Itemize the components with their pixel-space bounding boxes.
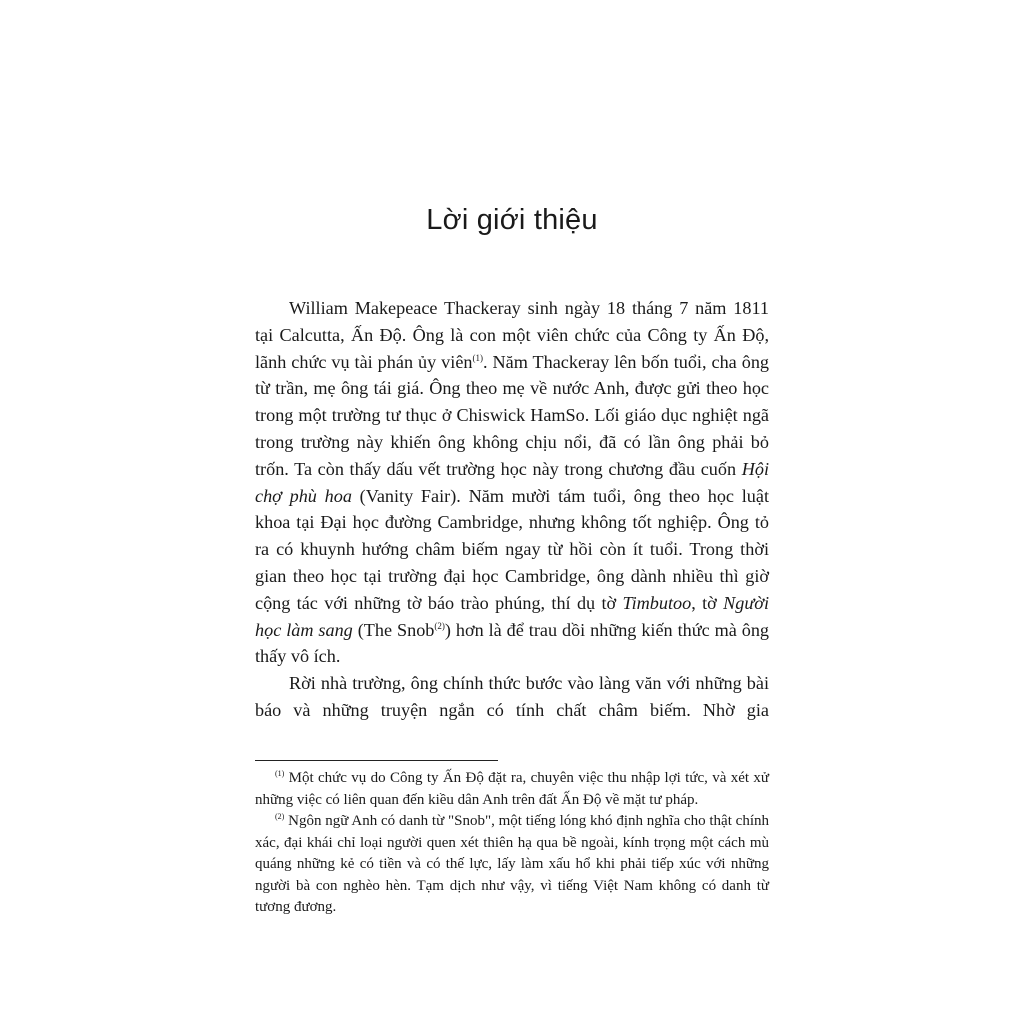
p1-text-6: ) hơn là để trau dồi những kiến thức mà ông thấy vô ích. bbox=[255, 619, 770, 667]
footnote-2 bbox=[255, 811, 769, 919]
p1-text-1: William Makepeace Thackeray sinh ngày 18 tháng 7 năm 1811 tại Calcutta, Ấn Độ. Ông là con một viên chức của Công ty Ấn Độ, lãnh chức vụ tài phán ủy viên bbox=[255, 298, 769, 372]
footnote-divider bbox=[255, 760, 498, 761]
paragraph-1 bbox=[255, 295, 769, 670]
p1-text-3: (Vanity Fair). Năm mười tám tuổi, ông theo học luật khoa tại Đại học đường Cambridge, nhưng không tốt nghiệp. Ông tỏ ra có khuynh hướng châm biếm ngay từ hồi còn ít tuổi. Trong thời gian theo học tại trường đại học Cambridge, ông dành nhiều thì giờ cộng tác với những tờ báo trào phúng, thí dụ tờ bbox=[255, 485, 770, 613]
p1-text-5: (The Snob bbox=[352, 619, 435, 640]
body-text bbox=[255, 295, 769, 724]
paragraph-2: Rời nhà trường, ông chính thức bước vào làng văn với những bài báo và những truyện ngắn có tính chất châm biếm. Nhờ gia bbox=[255, 673, 769, 720]
footnote-1 bbox=[255, 768, 769, 811]
p1-text-4: , tờ bbox=[691, 592, 724, 613]
newspaper-title-nguoi-hoc-lam-sang: Người học làm sang bbox=[255, 592, 769, 640]
footnote-1-marker: (1) bbox=[275, 769, 285, 778]
footnote-ref-2: (2) bbox=[434, 620, 445, 631]
page-title: Lời giới thiệu bbox=[426, 204, 598, 236]
footnotes bbox=[255, 768, 769, 919]
footnote-2-marker: (2) bbox=[275, 812, 285, 821]
footnote-2-text: Ngôn ngữ Anh có danh từ "Snob", một tiếng lóng khó định nghĩa cho thật chính xác, đại khái chỉ loại người quen xét thiên hạ qua bề ngoài, kính trọng một cách mù quáng những kẻ có tiền và có thế lực, lấy làm xấu hổ khi phải tiếp xúc với những người bà con nghèo hèn. Tạm dịch như vậy, vì tiếng Việt Nam không có danh từ tương đương. bbox=[255, 813, 769, 915]
book-title-hoi-cho-phu-hoa: Hội chợ phù hoa bbox=[255, 458, 769, 506]
footnote-1-text: Một chức vụ do Công ty Ấn Độ đặt ra, chuyên việc thu nhập lợi tức, và xét xử những việc có liên quan đến kiều dân Anh trên đất Ấn Độ về mặt tư pháp. bbox=[255, 770, 769, 808]
p1-text-2: . Năm Thackeray lên bốn tuổi, cha ông từ trần, mẹ ông tái giá. Ông theo mẹ về nước Anh, được gửi theo học trong một trường tư thục ở Chiswick HamSo. Lối giáo dục nghiệt ngã trong trường này khiến ông không chịu nổi, đã có lần ông phải bỏ trốn. Ta còn thấy dấu vết trường học này trong chương đầu cuốn bbox=[255, 351, 770, 479]
footnote-ref-1: (1) bbox=[472, 352, 483, 363]
newspaper-title-timbutoo: Timbutoo bbox=[622, 592, 692, 613]
